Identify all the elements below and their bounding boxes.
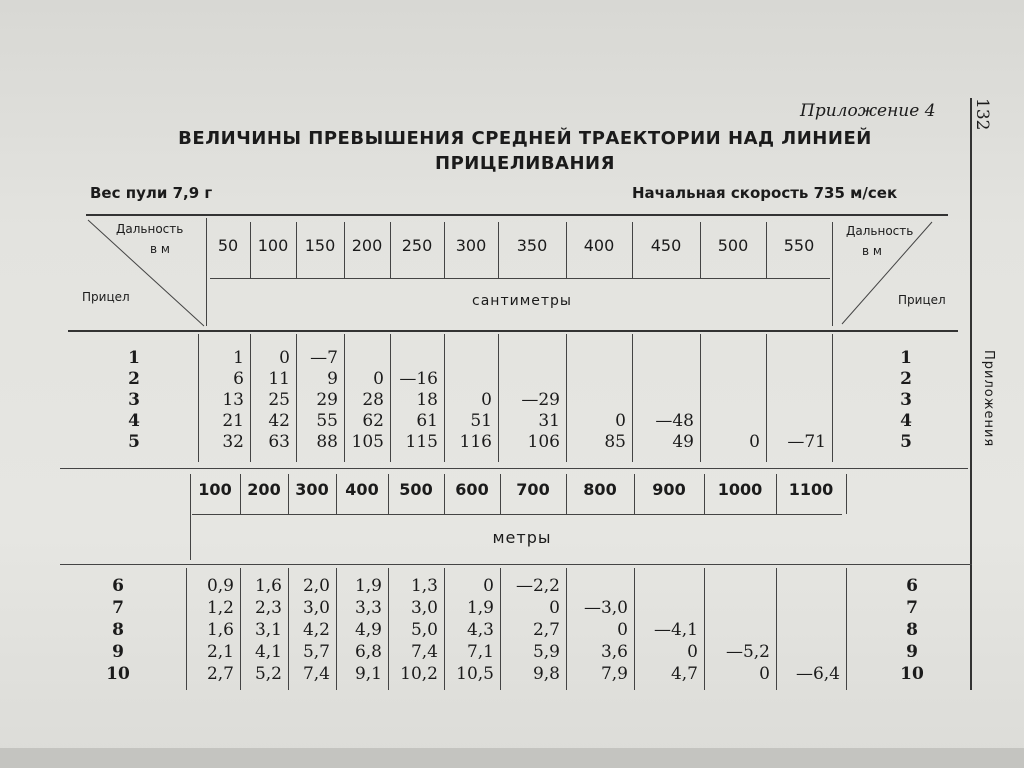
sight-number-left: 5 (128, 432, 140, 452)
sight-number-right: 10 (900, 664, 924, 684)
table-cell: 0 (373, 369, 384, 389)
upper-range-header: 50 (217, 236, 239, 255)
table-cell: 3,1 (254, 620, 282, 640)
upper-range-header: 150 (304, 236, 336, 255)
sight-number-left: 4 (128, 411, 140, 431)
table-cell: 31 (538, 411, 560, 431)
table-cell: 2,1 (206, 642, 234, 662)
initial-speed: Начальная скорость 735 м/сек (632, 184, 898, 202)
upper-range-header: 400 (583, 236, 615, 255)
lower-range-header: 600 (455, 480, 489, 499)
lower-range-header: 200 (247, 480, 281, 499)
table-cell: 49 (672, 432, 694, 452)
table-cell: 21 (222, 411, 244, 431)
lower-header-col-rule (336, 474, 337, 514)
range-label-left: Дальность (116, 222, 184, 236)
lower-header-col-rule (846, 474, 847, 514)
upper-header-col-rule (766, 222, 767, 278)
table-cell: 5,0 (410, 620, 438, 640)
table-cell: 3,0 (302, 598, 330, 618)
sight-number-right: 1 (900, 348, 912, 368)
lower-header-col-rule (704, 474, 705, 514)
lower-range-header: 100 (198, 480, 232, 499)
table-cell: 7,1 (466, 642, 494, 662)
table-cell: 1,6 (254, 576, 282, 596)
table-cell: —7 (310, 348, 338, 368)
table-cell: 0 (549, 598, 560, 618)
table-cell: —48 (655, 411, 694, 431)
table-cell: 9,1 (354, 664, 382, 684)
lower-units: метры (492, 528, 552, 547)
upper-body-col-rule (632, 334, 633, 462)
upper-body-col-rule (498, 334, 499, 462)
lower-header-col-rule (566, 474, 567, 514)
lower-body-col-rule (704, 568, 705, 690)
upper-header-col-rule (444, 222, 445, 278)
lower-body-col-rule (846, 568, 847, 690)
upper-range-header: 350 (516, 236, 548, 255)
table-cell: 51 (470, 411, 492, 431)
lower-range-header: 1000 (717, 480, 763, 499)
upper-range-header: 450 (650, 236, 682, 255)
table-cell: 1,9 (466, 598, 494, 618)
lower-body-col-rule (634, 568, 635, 690)
table-cell: 5,9 (532, 642, 560, 662)
table-cell: 1,2 (206, 598, 234, 618)
lower-header-col-rule (388, 474, 389, 514)
table-cell: 3,3 (354, 598, 382, 618)
table-cell: —2,2 (515, 576, 560, 596)
table-cell: 32 (222, 432, 244, 452)
table-cell: 9 (327, 369, 338, 389)
upper-range-header: 250 (401, 236, 433, 255)
lower-header-col-rule (444, 474, 445, 514)
table-cell: —16 (399, 369, 438, 389)
page-number: 132 (972, 98, 992, 131)
appendix-label: Приложение 4 (800, 101, 936, 121)
upper-header-col-rule (632, 222, 633, 278)
sight-number-left: 9 (112, 642, 124, 662)
table-cell: —71 (787, 432, 826, 452)
table-cell: 85 (604, 432, 626, 452)
table-cell: 25 (268, 390, 290, 410)
table-cell: 63 (268, 432, 290, 452)
table-cell: 2,0 (302, 576, 330, 596)
table-cell: 1 (233, 348, 244, 368)
table-cell: 1,3 (410, 576, 438, 596)
table-cell: 4,3 (466, 620, 494, 640)
table-cell: —5,2 (725, 642, 770, 662)
bullet-weight: Вес пули 7,9 г (90, 184, 213, 202)
upper-header-col-rule (206, 218, 207, 326)
table-cell: 3,6 (600, 642, 628, 662)
sight-number-right: 3 (900, 390, 912, 410)
sight-label-left: Прицел (82, 290, 130, 304)
page-edge (0, 748, 1024, 768)
lower-body-col-rule (776, 568, 777, 690)
sight-number-left: 7 (112, 598, 124, 618)
lower-range-header: 300 (295, 480, 329, 499)
upper-header-col-rule (566, 222, 567, 278)
table-cell: 106 (527, 432, 560, 452)
table-cell: 105 (351, 432, 384, 452)
table-cell: 5,2 (254, 664, 282, 684)
sight-number-left: 8 (112, 620, 124, 640)
range-unit-left: в м (150, 242, 170, 256)
sight-number-right: 5 (900, 432, 912, 452)
table-cell: 55 (316, 411, 338, 431)
table-cell: 7,4 (302, 664, 330, 684)
table-cell: 115 (405, 432, 438, 452)
lower-header-col-rule (776, 474, 777, 514)
table-cell: —6,4 (795, 664, 840, 684)
table-cell: 0 (615, 411, 626, 431)
sight-number-right: 9 (906, 642, 918, 662)
lower-range-header: 700 (516, 480, 550, 499)
table-cell: 88 (316, 432, 338, 452)
table-cell: 28 (362, 390, 384, 410)
upper-header-col-rule (498, 222, 499, 278)
upper-units: сантиметры (472, 293, 572, 309)
table-cell: 0 (749, 432, 760, 452)
range-unit-right: в м (862, 244, 882, 258)
table-cell: 0 (481, 390, 492, 410)
table-cell: 61 (416, 411, 438, 431)
lower-body-col-rule (566, 568, 567, 690)
sight-number-right: 2 (900, 369, 912, 389)
table-cell: 29 (316, 390, 338, 410)
table-cell: 42 (268, 411, 290, 431)
table-cell: 6 (233, 369, 244, 389)
sight-number-left: 6 (112, 576, 124, 596)
table-cell: 10,5 (456, 664, 494, 684)
lower-range-header: 900 (652, 480, 686, 499)
sight-number-left: 3 (128, 390, 140, 410)
title-line-1: ВЕЛИЧИНЫ ПРЕВЫШЕНИЯ СРЕДНЕЙ ТРАЕКТОРИИ НАД ЛИНИЕЙ (178, 128, 872, 149)
lower-header-col-rule (634, 474, 635, 514)
table-cell: 7,4 (410, 642, 438, 662)
table-cell: —4,1 (653, 620, 698, 640)
table-cell: —3,0 (583, 598, 628, 618)
table-cell: 11 (268, 369, 290, 389)
upper-range-header: 200 (351, 236, 383, 255)
lower-range-header: 800 (583, 480, 617, 499)
table-cell: 4,2 (302, 620, 330, 640)
table-cell: 0 (687, 642, 698, 662)
upper-header-col-rule (700, 222, 701, 278)
table-cell: 13 (222, 390, 244, 410)
upper-range-header: 550 (783, 236, 815, 255)
sight-number-right: 7 (906, 598, 918, 618)
sight-number-left: 10 (106, 664, 130, 684)
title-line-2: ПРИЦЕЛИВАНИЯ (435, 153, 615, 174)
table-cell: 2,7 (532, 620, 560, 640)
upper-range-header: 500 (717, 236, 749, 255)
sight-number-right: 4 (900, 411, 912, 431)
table-cell: 2,3 (254, 598, 282, 618)
table-cell: 0 (483, 576, 494, 596)
table-cell: 9,8 (532, 664, 560, 684)
table-cell: 1,6 (206, 620, 234, 640)
lower-range-header: 1100 (788, 480, 834, 499)
upper-body-col-rule (832, 334, 833, 462)
table-cell: 62 (362, 411, 384, 431)
upper-range-header: 100 (257, 236, 289, 255)
upper-range-header: 300 (455, 236, 487, 255)
table-cell: 0 (759, 664, 770, 684)
table-cell: 4,7 (670, 664, 698, 684)
upper-header-col-rule (832, 222, 833, 326)
table-cell: 6,8 (354, 642, 382, 662)
table-cell: 1,9 (354, 576, 382, 596)
table-cell: 4,9 (354, 620, 382, 640)
table-cell: 7,9 (600, 664, 628, 684)
table-cell: 10,2 (400, 664, 438, 684)
table-cell: 18 (416, 390, 438, 410)
table-cell: 0 (617, 620, 628, 640)
sight-number-right: 8 (906, 620, 918, 640)
table-cell: —29 (521, 390, 560, 410)
lower-range-header: 400 (345, 480, 379, 499)
sight-number-right: 6 (906, 576, 918, 596)
sight-number-left: 2 (128, 369, 140, 389)
table-cell: 3,0 (410, 598, 438, 618)
table-cell: 0 (279, 348, 290, 368)
table-cell: 2,7 (206, 664, 234, 684)
side-label: Приложения (981, 350, 996, 448)
table-cell: 4,1 (254, 642, 282, 662)
lower-header-col-rule (500, 474, 501, 514)
table-cell: 5,7 (302, 642, 330, 662)
lower-range-header: 500 (399, 480, 433, 499)
range-label-right: Дальность (846, 224, 914, 238)
sight-label-right: Прицел (898, 293, 946, 307)
sight-number-left: 1 (128, 348, 140, 368)
table-cell: 0,9 (206, 576, 234, 596)
table-cell: 116 (459, 432, 492, 452)
